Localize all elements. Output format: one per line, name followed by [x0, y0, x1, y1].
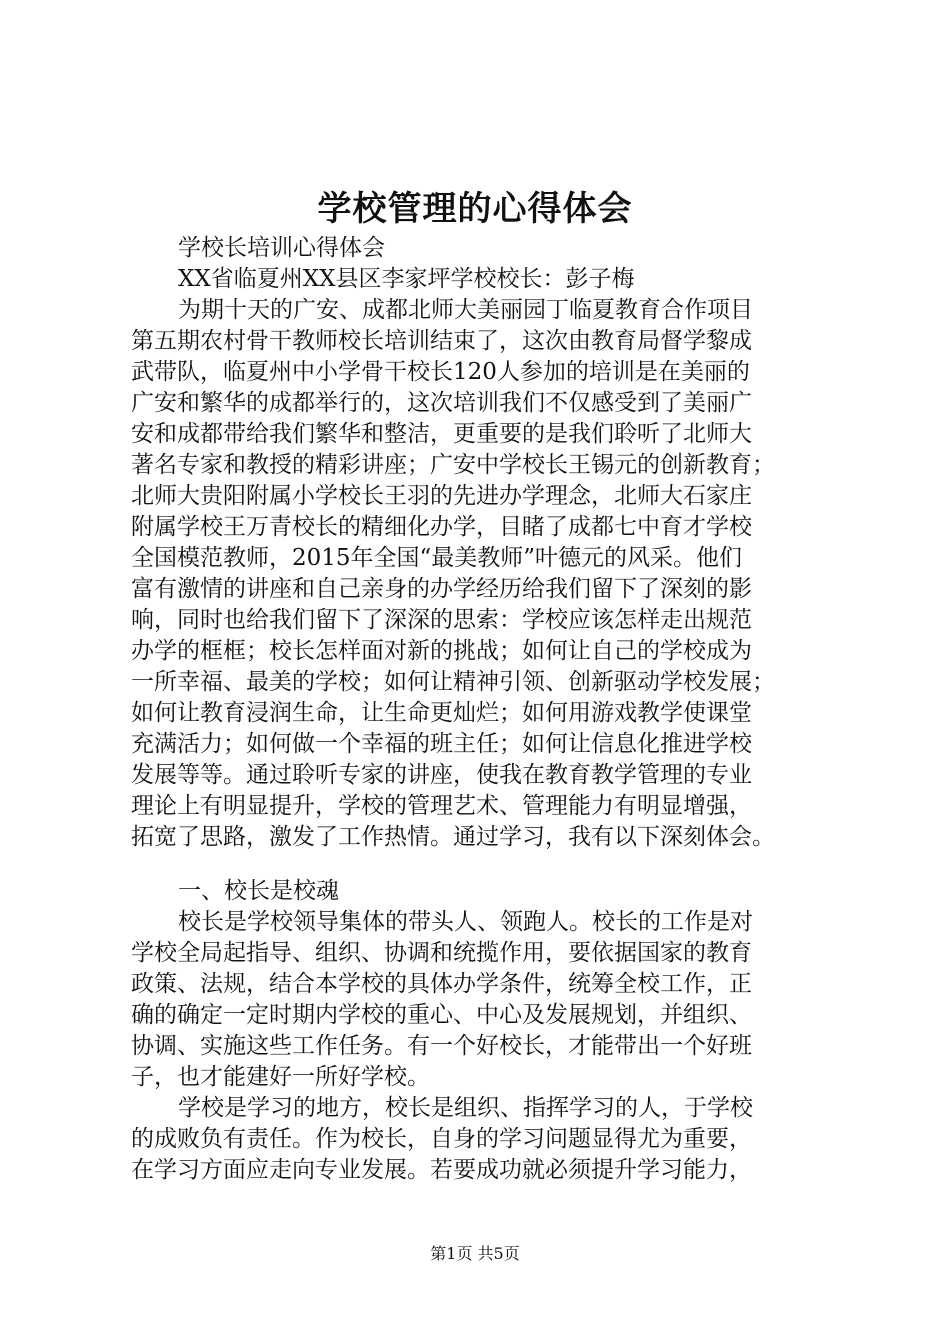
paragraph-line: 的成败负有责任。作为校长，自身的学习问题显得尤为重要，	[131, 1126, 752, 1152]
paragraph-line: 政策、法规，结合本学校的具体办学条件，统筹全校工作，正	[131, 971, 752, 997]
paragraph-line: 在学习方面应走向专业发展。若要成功就必须提升学习能力，	[131, 1157, 752, 1183]
paragraph-line: 学校是学习的地方，校长是组织、指挥学习的人，于学校	[178, 1095, 753, 1121]
paragraph-line: 一所幸福、最美的学校；如何让精神引领、创新驱动学校发展；	[131, 669, 775, 695]
paragraph-line: 办学的框框；校长怎样面对新的挑战；如何让自己的学校成为	[131, 638, 752, 664]
paragraph-line: 响，同时也给我们留下了深深的思索：学校应该怎样走出规范	[131, 607, 752, 633]
paragraph-line: 学校全局起指导、组织、协调和统揽作用，要依据国家的教育	[131, 940, 752, 966]
paragraph-line: 确的确定一定时期内学校的重心、中心及发展规划，并组织、	[131, 1002, 752, 1028]
subtitle: 学校长培训心得体会	[178, 235, 385, 261]
section-block	[131, 876, 831, 1186]
paragraph-line: 为期十天的广安、成都北师大美丽园丁临夏教育合作项目	[178, 297, 753, 323]
document-title: 学校管理的心得体会	[317, 189, 633, 229]
paragraph-line: 理论上有明显提升，学校的管理艺术、管理能力有明显增强，	[131, 793, 752, 819]
paragraph-line: 附属学校王万青校长的精细化办学，目睹了成都七中育才学校	[131, 514, 752, 540]
paragraph-line: 发展等等。通过聆听专家的讲座，使我在教育教学管理的专业	[131, 762, 752, 788]
paragraph-line: 如何让教育浸润生命，让生命更灿烂；如何用游戏教学使课堂	[131, 700, 752, 726]
paragraph-line: 拓宽了思路，激发了工作热情。通过学习，我有以下深刻体会。	[131, 824, 775, 850]
paragraph-line: 第五期农村骨干教师校长培训结束了，这次由教育局督学黎成	[131, 328, 752, 354]
paragraph-line: 安和成都带给我们繁华和整洁，更重要的是我们聆听了北师大	[131, 421, 752, 447]
paragraph-line: 北师大贵阳附属小学校长王羽的先进办学理念，北师大石家庄	[131, 483, 752, 509]
paragraph-line: 富有激情的讲座和自己亲身的办学经历给我们留下了深刻的影	[131, 576, 752, 602]
paragraph-line: 子，也才能建好一所好学校。	[131, 1064, 430, 1090]
paragraph-line: 全国模范教师，2015年全国“最美教师”叶德元的风采。他们	[131, 545, 743, 571]
section-heading: 一、校长是校魂	[178, 878, 339, 904]
paragraph-line: 广安和繁华的成都举行的，这次培训我们不仅感受到了美丽广	[131, 390, 752, 416]
paragraph-line: 校长是学校领导集体的带头人、领跑人。校长的工作是对	[178, 909, 753, 935]
intro-block	[131, 233, 831, 853]
author-line: XX省临夏州XX县区李家坪学校校长：彭子梅	[178, 266, 635, 292]
page-footer: 第1页 共5页	[430, 1244, 520, 1263]
paragraph-line: 武带队，临夏州中小学骨干校长120人参加的培训是在美丽的	[131, 359, 750, 385]
paragraph-line: 协调、实施这些工作任务。有一个好校长，才能带出一个好班	[131, 1033, 752, 1059]
paragraph-line: 著名专家和教授的精彩讲座；广安中学校长王锡元的创新教育；	[131, 452, 775, 478]
paragraph-line: 充满活力；如何做一个幸福的班主任；如何让信息化推进学校	[131, 731, 752, 757]
